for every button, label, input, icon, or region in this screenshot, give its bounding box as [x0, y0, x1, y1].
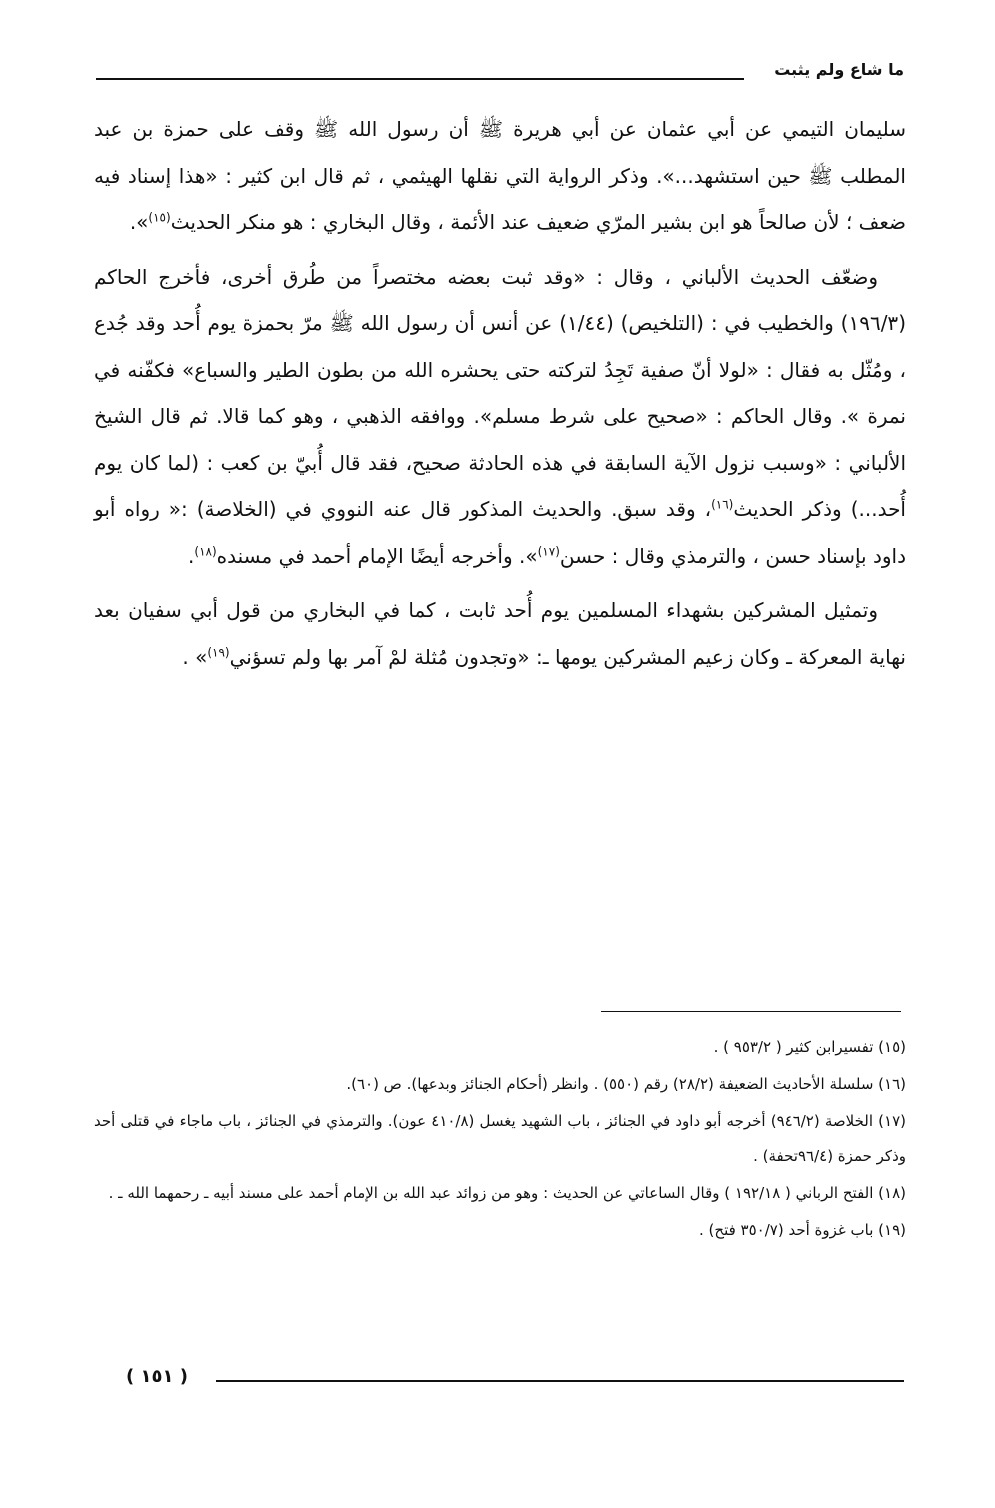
- footnotes: [94, 1030, 906, 1250]
- running-header: [96, 60, 904, 94]
- footnote-ref-16: (١٦): [711, 497, 734, 512]
- header-title: ما شاع ولم يثبت: [774, 60, 904, 79]
- paragraph-1: [94, 106, 906, 246]
- footnote-separator: [601, 1011, 901, 1012]
- paragraph-3: [94, 587, 906, 680]
- footnote-ref-17: (١٧): [537, 543, 560, 558]
- footnote-ref-15: (١٥): [148, 210, 171, 225]
- footnote-ref-19: (١٩): [207, 644, 230, 659]
- paragraph-1-text: سليمان التيمي عن أبي عثمان عن أبي هريرة ﷺ أن رسول الله ﷺ وقف على حمزة بن عبد المطلب ﷺ حين استشهد...». وذكر الرواية التي نقلها الهيثمي ، ثم قال ابن كثير : «هذا إسناد فيه ضعف ؛ لأن صالحاً هو ابن بشير المرّي ضعيف عند الأئمة ، وقال البخاري : هو منكر الحديث: [94, 117, 906, 234]
- paragraph-1-end: ».: [129, 210, 149, 234]
- paragraph-2: [94, 254, 906, 580]
- paragraph-2-part-a: وضعّف الحديث الألباني ، وقال : «وقد ثبت بعضه مختصراً من طُرق أخرى، فأخرج الحاكم (١٩٦/٣) والخطيب في : (التلخيص) (١/٤٤) عن أنس أن رسول الله ﷺ مرّ بحمزة يوم أُحد وقد جُدع ، ومُثّل به فقال : «لولا أنّ صفية تَجِدُ لتركته حتى يحشره الله من بطون الطير والسباع» فكفّنه في نمرة ». وقال الحاكم : «صحيح على شرط مسلم». ووافقه الذهبي ، وهو كما قالا. ثم قال الشيخ الألباني : «وسبب نزول الآية السابقة في هذه الحادثة صحيح، فقد قال أُبيّ بن كعب : (لما كان يوم أُحد...) وذكر الحديث: [94, 264, 906, 521]
- main-text: [94, 106, 906, 688]
- footnote-19: (١٩) باب غزوة أحد (٣٥٠/٧ فتح) .: [699, 1221, 906, 1239]
- footnote-18: (١٨) الفتح الرباني ( ١٩٢/١٨ ) وقال الساعاتي عن الحديث : وهو من زوائد عبد الله بن الإمام أحمد على مسند أبيه ـ رحمهما الله ـ .: [108, 1184, 906, 1202]
- page-footer: [96, 1360, 904, 1400]
- page-number: ( ١٥١ ): [126, 1366, 188, 1387]
- paragraph-2-part-b: ، وقد سبق. والحديث المذكور قال عنه النووي في (الخلاصة) :« رواه أبو داود بإسناد حسن ، والترمذي وقال : حسن: [94, 497, 906, 568]
- footer-rule: [216, 1380, 904, 1382]
- paragraph-2-part-d: .: [188, 543, 195, 568]
- paragraph-3-end: » .: [182, 644, 208, 669]
- footnote-17: (١٧) الخلاصة (٩٤٦/٢) أخرجه أبو داود في الجنائز ، باب الشهيد يغسل (٤١٠/٨ عون). والترمذي في الجنائز ، باب ماجاء في قتلى أحد وذكر حمزة (٩٦/٤تحفة) .: [94, 1112, 906, 1165]
- footnote-16: (١٦) سلسلة الأحاديث الضعيفة (٢٨/٢) رقم (٥٥٠) . وانظر (أحكام الجنائز وبدعها). ص (٦٠).: [346, 1075, 906, 1093]
- footnote-15: (١٥) تفسيرابن كثير ( ٩٥٣/٢ ) .: [713, 1038, 906, 1056]
- paragraph-2-part-c: ». وأخرجه أيضًا الإمام أحمد في مسنده: [216, 543, 538, 568]
- header-rule: [96, 78, 744, 80]
- footnote-ref-18: (١٨): [194, 543, 217, 558]
- paragraph-3-text: وتمثيل المشركين بشهداء المسلمين يوم أُحد ثابت ، كما في البخاري من قول أبي سفيان بعد نهاية المعركة ـ وكان زعيم المشركين يومها ـ: «وتجدون مُثلة لمْ آمر بها ولم تسؤني: [94, 598, 906, 669]
